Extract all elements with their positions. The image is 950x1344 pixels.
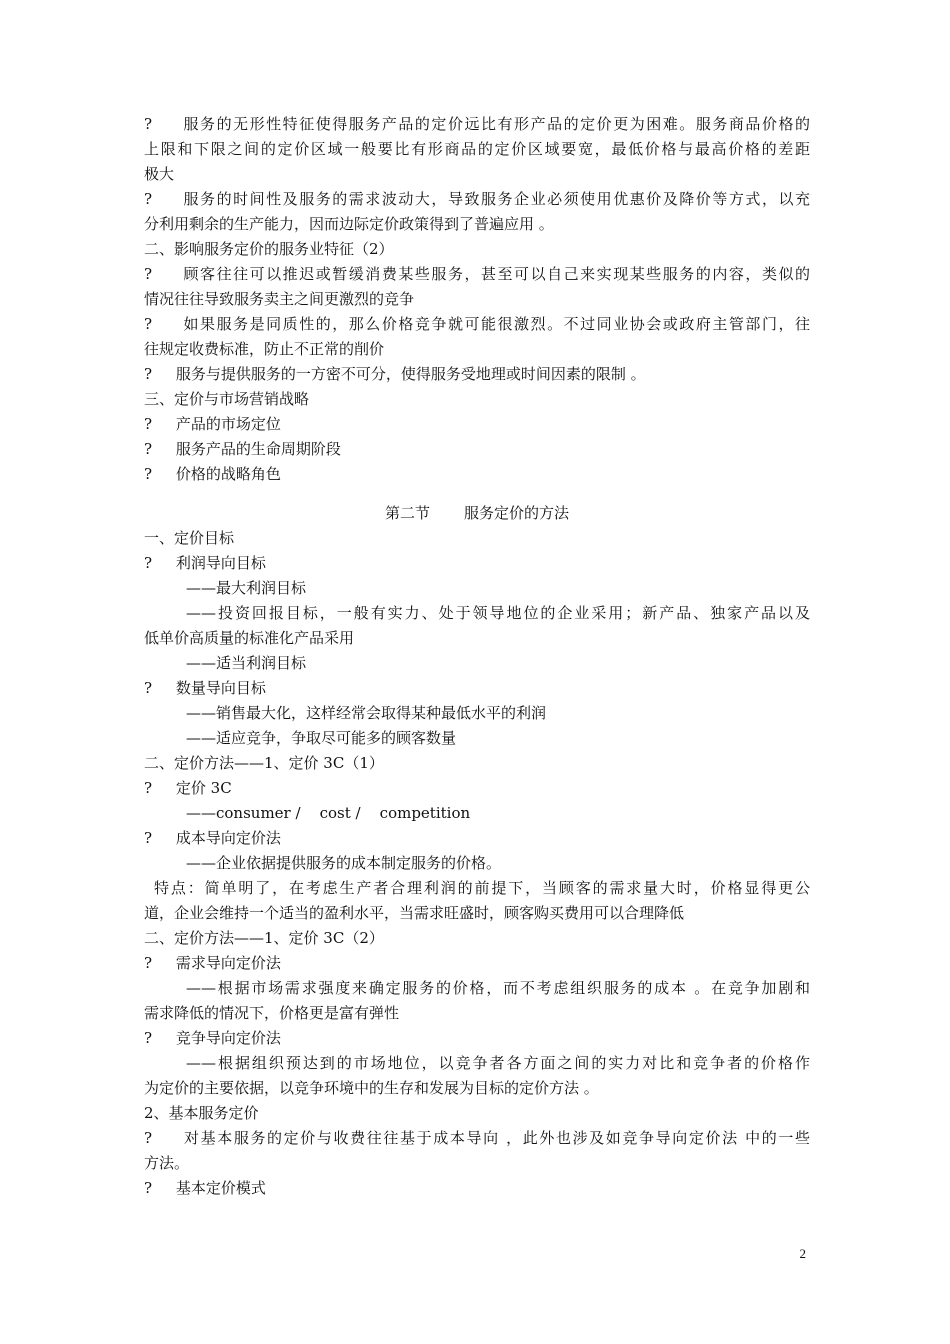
text-line: ——根据市场需求强度来确定服务的价格，而不考虑组织服务的成本 。在竞争加剧和	[186, 979, 810, 997]
section-two-text	[144, 526, 810, 1201]
text-line: ? 对基本服务的定价与收费往往基于成本导向 ，此外也涉及如竞争导向定价法 中的一些	[144, 1129, 810, 1147]
text-line: ——根据组织预达到的市场地位，以竞争者各方面之间的实力对比和竞争者的价格作	[186, 1054, 810, 1072]
text-line: ? 需求导向定价法	[144, 954, 281, 972]
text-line: ? 服务的时间性及服务的需求波动大，导致服务企业必须使用优惠价及降价等方式，以充	[144, 190, 810, 208]
text-line: 2、基本服务定价	[144, 1104, 259, 1122]
text-line: 为定价的主要依据，以竞争环境中的生存和发展为目标的定价方法 。	[144, 1079, 599, 1097]
text-line: ——适当利润目标	[186, 654, 307, 672]
text-line: ? 如果服务是同质性的，那么价格竞争就可能很激烈。不过同业协会或政府主管部门，往	[144, 315, 810, 333]
text-line: ? 基本定价模式	[144, 1179, 266, 1197]
text-line: 一、定价目标	[144, 529, 235, 547]
section-heading-number: 第二节	[384, 504, 430, 522]
text-line: 低单价高质量的标准化产品采用	[144, 629, 355, 647]
text-line: ——consumer / cost / competition	[186, 804, 471, 822]
text-line: 往规定收费标准，防止不正常的削价	[144, 340, 385, 358]
text-line: ? 利润导向目标	[144, 554, 266, 572]
text-line: 情况往往导致服务卖主之间更激烈的竞争	[144, 290, 415, 308]
page-number: 2	[799, 1246, 806, 1261]
text-line: ——最大利润目标	[186, 579, 307, 597]
text-line: 特点：简单明了，在考虑生产者合理利润的前提下，当顾客的需求量大时，价格显得更公	[154, 879, 810, 897]
section-one-text	[144, 112, 810, 487]
text-line: ? 数量导向目标	[144, 679, 266, 697]
section-heading	[144, 501, 810, 526]
text-line: 二、定价方法——1、定价 3C（2）	[144, 929, 384, 947]
text-line: ? 服务的无形性特征使得服务产品的定价远比有形产品的定价更为困难。服务商品价格的	[144, 115, 810, 133]
text-line: 上限和下限之间的定价区域一般要比有形商品的定价区域要宽，最低价格与最高价格的差距	[144, 140, 810, 158]
text-line: ? 服务与提供服务的一方密不可分，使得服务受地理或时间因素的限制 。	[144, 365, 646, 383]
text-line: ——适应竞争，争取尽可能多的顾客数量	[186, 729, 457, 747]
text-line: 需求降低的情况下，价格更是富有弹性	[144, 1004, 400, 1022]
text-line: ? 服务产品的生命周期阶段	[144, 440, 341, 458]
text-line: 道，企业会维持一个适当的盈利水平，当需求旺盛时，顾客购买费用可以合理降低	[144, 904, 685, 922]
text-line: ? 竞争导向定价法	[144, 1029, 281, 1047]
text-line: ——企业依据提供服务的成本制定服务的价格。	[186, 854, 502, 872]
text-line: 二、定价方法——1、定价 3C（1）	[144, 754, 384, 772]
text-line: ——投资回报目标，一般有实力、处于领导地位的企业采用；新产品、独家产品以及	[186, 604, 810, 622]
text-line: ? 顾客往往可以推迟或暂缓消费某些服务，甚至可以自己来实现某些服务的内容，类似的	[144, 265, 810, 283]
text-line: ? 价格的战略角色	[144, 465, 281, 483]
document-page	[144, 112, 810, 1201]
text-line: 分利用剩余的生产能力，因而边际定价政策得到了普遍应用 。	[144, 215, 554, 233]
text-line: 三、定价与市场营销战略	[144, 390, 310, 408]
text-line: ? 产品的市场定位	[144, 415, 281, 433]
text-line: 二、影响服务定价的服务业特征（2）	[144, 240, 394, 258]
text-line: ? 成本导向定价法	[144, 829, 281, 847]
section-heading-title: 服务定价的方法	[464, 504, 570, 522]
text-line: ——销售最大化，这样经常会取得某种最低水平的利润	[186, 704, 547, 722]
text-line: 极大	[144, 165, 175, 183]
text-line: 方法。	[144, 1154, 190, 1172]
text-line: ? 定价 3C	[144, 779, 232, 797]
spacer	[144, 487, 810, 501]
